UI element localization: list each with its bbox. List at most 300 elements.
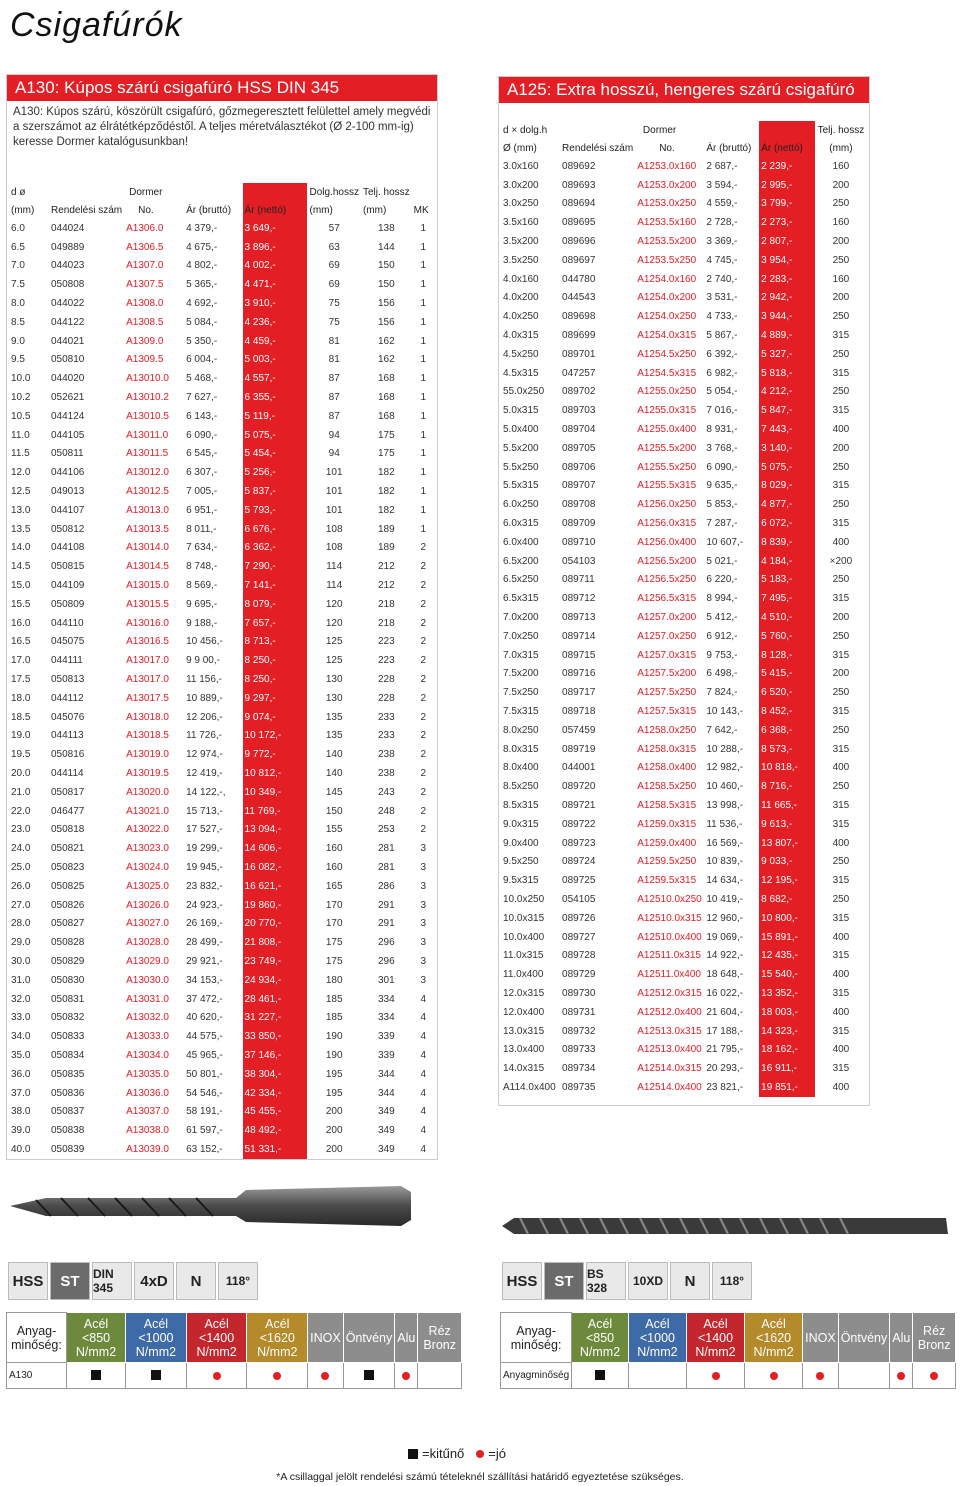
cell-diameter: 14.5 [11,561,31,573]
cell-diameter: 6.5 [11,241,25,253]
cell-product-no: A13014.0 [126,542,169,554]
cell-total-length: 250 [832,781,850,793]
table-row [9,1121,435,1140]
cell-flute-length: 145 [325,786,343,798]
cell-diameter: 25.0 [11,861,31,873]
cell-order-number: 089698 [562,311,596,323]
cell-product-no: A1307.0 [126,260,164,272]
cell-diameter: 13.5 [11,523,31,535]
cell-total-length: 291 [377,899,395,911]
table-row [501,552,867,571]
cell-diameter: 7.0 [11,260,25,272]
cell-mk: 2 [420,692,427,704]
table-row [9,1102,435,1121]
cell-diameter: 10.0 [11,373,31,385]
cell-total-length: ×200 [829,555,853,567]
cell-price-gross: 50 801,- [186,1068,223,1080]
table-row [501,1003,867,1022]
cell-price-net: 8 713,- [243,633,308,652]
cell-price-net: 2 995,- [759,176,815,195]
cell-order-number: 089708 [562,499,596,511]
table-row [501,1022,867,1041]
cell-product-no: A13015.0 [126,580,169,592]
cell-price-net: 12 435,- [759,946,815,965]
cell-price-gross: 4 733,- [706,311,738,323]
cell-order-number: 049889 [50,241,85,253]
cell-order-number: 045076 [50,711,85,723]
cell-order-number: 089697 [562,254,596,266]
table-row [9,219,435,238]
cell-total-length: 228 [377,674,395,686]
table-row [9,858,435,877]
cell-price-gross: 6 090,- [186,429,218,441]
cell-mk: 3 [420,955,427,967]
cell-price-gross: 5 412,- [706,612,738,624]
cell-price-net: 7 141,- [243,576,308,595]
col-mm2: (mm) [309,204,333,216]
cell-order-number: 089696 [562,236,596,248]
cell-price-gross: 10 607,- [706,536,744,548]
cell-total-length: 200 [832,292,850,304]
cell-total-length: 286 [377,880,395,892]
cell-order-number: 050833 [50,1031,85,1043]
table-row [9,745,435,764]
cell-diameter: 40.0 [11,1143,31,1155]
table-row [501,289,867,308]
table-row [501,232,867,251]
cell-total-length: 144 [377,241,395,253]
table-row [9,802,435,821]
cell-total-length: 250 [832,254,850,266]
material-mark-row [7,1363,462,1389]
cell-price-gross: 8 931,- [706,424,738,436]
cell-flute-length: 170 [325,899,343,911]
table-row [501,495,867,514]
table-row [501,1078,867,1097]
cell-total-length: 200 [832,612,850,624]
table-row [9,1008,435,1027]
cell-product-no: A1256.5x315 [637,593,697,605]
cell-total-length: 212 [377,561,395,573]
cell-price-net: 2 273,- [759,213,815,232]
cell-price-net: 14 606,- [243,839,308,858]
material-col: Réz Bronz [418,1313,462,1363]
cell-size: 8.5x250 [503,781,539,793]
cell-flute-length: 57 [328,222,340,234]
cell-price-gross: 12 960,- [706,912,744,924]
cell-price-gross: 6 143,- [186,410,218,422]
cell-mk: 2 [420,805,427,817]
cell-order-number: 089716 [562,668,596,680]
cell-product-no: A12511.0x315 [637,950,701,962]
cell-total-length: 238 [377,768,395,779]
cell-product-no: A12511.0x400 [637,969,701,981]
cell-price-net: 16 621,- [243,877,308,896]
cell-order-number: 049013 [50,486,85,498]
cell-total-length: 150 [377,260,395,272]
cell-diameter: 23.0 [11,824,31,836]
cell-order-number: 054105 [562,893,596,905]
cell-price-gross: 12 982,- [706,762,744,774]
cell-diameter: 20.0 [11,768,31,779]
table-row [9,482,435,501]
cell-price-net: 48 492,- [243,1121,308,1140]
cell-order-number: 089724 [562,856,596,868]
col-mm3: (mm) [362,204,387,216]
cell-price-gross: 9 695,- [186,598,218,610]
cell-total-length: 250 [832,687,850,699]
cell-price-net: 6 355,- [243,388,308,407]
cell-mk: 4 [420,1087,427,1099]
cell-price-gross: 16 569,- [706,837,744,849]
cell-price-gross: 3 531,- [706,292,738,304]
cell-total-length: 281 [377,861,395,873]
cell-price-net: 11 769,- [243,802,308,821]
table-row [501,627,867,646]
cell-price-gross: 10 143,- [706,706,744,717]
material-col: Öntvény [343,1313,395,1363]
cell-price-net: 42 334,- [243,1084,308,1103]
cell-product-no: A1256.5x200 [637,555,697,567]
cell-order-number: 050827 [50,918,85,930]
cell-order-number: 044110 [50,617,84,629]
cell-price-net: 4 510,- [759,608,815,627]
cell-order-number: 089701 [562,348,596,360]
cell-price-gross: 9 188,- [186,617,218,629]
cell-mk: 4 [420,1049,427,1061]
cell-mk: 3 [420,974,427,986]
cell-price-gross: 10 288,- [706,743,744,755]
cell-order-number: 050813 [50,674,85,686]
table-row [501,984,867,1003]
table-row [9,1027,435,1046]
cell-price-gross: 7 634,- [186,542,218,554]
cell-total-length: 296 [377,955,395,967]
a125-col-telj: Telj. hossz [817,124,865,136]
cell-order-number: 044113 [50,730,84,742]
cell-product-no: A12510.0x315 [637,912,702,924]
cell-mk: 4 [420,1125,427,1137]
cell-price-gross: 37 472,- [186,993,223,1005]
cell-price-gross: 13 998,- [706,799,744,811]
cell-price-net: 16 082,- [243,858,308,877]
material-col: Acél <1400 N/mm2 [186,1313,247,1363]
cell-product-no: A1253.0x250 [637,198,697,210]
cell-price-gross: 17 527,- [186,824,223,836]
a125-col-dormer: Dormer [642,124,677,136]
cell-price-gross: 11 536,- [706,818,743,830]
cell-order-number: 045075 [50,636,85,648]
cell-order-number: 089692 [562,160,596,172]
a125-col-no: No. [659,142,675,154]
material-col: Réz Bronz [913,1313,956,1363]
cell-flute-length: 200 [325,1143,343,1155]
cell-price-gross: 19 069,- [706,931,744,943]
cell-price-net: 2 807,- [759,232,815,251]
cell-price-net: 3 910,- [243,294,308,313]
cell-mk: 1 [420,316,427,328]
cell-product-no: A13039.0 [126,1143,169,1155]
cell-mk: 1 [420,448,427,460]
cell-price-gross: 21 604,- [706,1006,744,1018]
cell-total-length: 223 [377,636,395,648]
cell-total-length: 233 [377,711,395,723]
a125-material-table [500,1312,956,1389]
a125-col-d: d × dolg.h [503,124,548,136]
cell-total-length: 248 [377,805,395,817]
cell-mk: 4 [420,1143,427,1155]
table-row [9,783,435,802]
col-d: d ø [11,186,26,198]
cell-product-no: A1256.0x250 [637,499,697,511]
cell-total-length: 250 [832,574,850,586]
cell-diameter: 16.0 [11,617,31,629]
cell-price-gross: 9 635,- [706,480,738,492]
cell-product-no: A1258.0x400 [637,762,697,774]
cell-diameter: 19.0 [11,730,31,742]
cell-product-no: A13025.0 [126,880,169,892]
cell-diameter: 30.0 [11,955,31,967]
cell-size: 7.5x315 [503,706,539,717]
cell-size: 6.0x315 [503,518,539,530]
cell-mk: 2 [420,730,427,742]
cell-order-number: 089711 [562,574,595,586]
cell-price-net: 5 760,- [759,627,815,646]
cell-price-net: 18 162,- [759,1040,815,1059]
cell-price-gross: 14 122,-, [186,786,226,798]
table-row [501,589,867,608]
cell-total-length: 182 [377,467,395,479]
cell-size: 4.0x250 [503,311,539,323]
cell-price-net: 33 850,- [243,1027,308,1046]
cell-price-gross: 5 021,- [706,555,738,567]
cell-price-net: 23 749,- [243,952,308,971]
cell-flute-length: 130 [325,692,343,704]
cell-order-number: 044105 [50,429,85,441]
cell-total-length: 160 [832,273,850,285]
cell-size: 3.5x250 [503,254,539,266]
cell-order-number: 089733 [562,1044,596,1056]
cell-product-no: A13017.0 [126,655,169,667]
cell-mk: 4 [420,993,427,1005]
cell-size: 4.5x315 [503,367,539,379]
cell-price-gross: 12 419,- [186,768,223,779]
material-label: Anyag-minőség: [7,1313,67,1363]
col-mm: (mm) [11,204,35,216]
cell-product-no: A1255.0x250 [637,386,697,398]
cell-flute-length: 190 [325,1049,343,1061]
material-mark-cell [186,1363,247,1389]
cell-price-gross: 6 545,- [186,448,218,460]
feature-icon-bs328: BS 328 [586,1262,626,1300]
cell-flute-length: 125 [325,636,343,648]
legend-dot-icon [476,1450,484,1458]
cell-diameter: 10.5 [11,410,31,422]
table-row [9,708,435,727]
cell-product-no: A12514.0x315 [637,1063,702,1075]
cell-price-gross: 7 824,- [706,687,738,699]
cell-total-length: 138 [377,222,395,234]
cell-diameter: 32.0 [11,993,31,1005]
material-col: Öntvény [838,1313,890,1363]
cell-price-net: 4 212,- [759,383,815,402]
material-col: INOX [803,1313,839,1363]
a130-feature-icons [8,1262,258,1300]
cell-price-gross: 8 011,- [186,523,217,535]
cell-product-no: A1255.5x315 [637,480,697,492]
cell-size: 5.0x400 [503,424,539,436]
cell-price-net: 15 540,- [759,965,815,984]
cell-product-no: A1253.5x160 [637,217,697,229]
table-row [9,839,435,858]
cell-price-gross: 4 559,- [706,198,738,210]
a125-col-rendelesi: Rendelési szám [562,142,634,154]
cell-mk: 2 [420,655,427,667]
cell-price-gross: 8 569,- [186,580,218,592]
cell-mk: 2 [420,561,427,573]
cell-total-length: 250 [832,386,850,398]
cell-order-number: 089718 [562,706,596,717]
cell-price-gross: 7 642,- [706,724,738,736]
cell-product-no: A13037.0 [126,1106,169,1118]
table-row [501,646,867,665]
footnote: *A csillaggal jelölt rendelési számú tételeknél szállítási határidő egyeztetése szükséges. [276,1471,684,1483]
cell-price-net: 5 119,- [243,407,308,426]
cell-total-length: 182 [377,486,395,498]
table-row [501,740,867,759]
cell-total-length: 400 [832,931,850,943]
cell-diameter: 18.5 [11,711,31,723]
table-row [9,670,435,689]
cell-size: 9.0x400 [503,837,539,849]
cell-mk: 3 [420,937,427,949]
cell-price-gross: 10 456,- [186,636,223,648]
table-row [9,501,435,520]
excellent-square-icon [151,1370,161,1380]
cell-flute-length: 180 [325,974,343,986]
cell-order-number: 044021 [50,335,85,347]
cell-order-number: 044108 [50,542,85,554]
table-row [9,1084,435,1103]
cell-price-net: 10 349,- [243,783,308,802]
cell-price-net: 51 331,- [243,1140,308,1159]
table-row [9,257,435,276]
a130-description: A130: Kúpos szárú, köszörült csigafúró, gőzmegeresztett felülettel amely megvédi a szerszámot az élrátétképződéstől. A teljes méretválasztékot (Ø 2-100 mm-ig) keresse Dormer katalógusunkban! [13,106,431,148]
cell-price-gross: 6 004,- [186,354,218,366]
cell-price-net: 45 455,- [243,1102,308,1121]
cell-order-number: 089715 [562,649,596,661]
cell-product-no: A13016.5 [126,636,169,648]
cell-product-no: A13010.2 [126,392,169,404]
cell-diameter: 15.5 [11,598,31,610]
cell-price-net: 13 352,- [759,984,815,1003]
table-row [501,383,867,402]
cell-price-gross: 14 922,- [706,950,744,962]
cell-product-no: A1257.0x250 [637,630,697,642]
cell-price-net: 37 146,- [243,1046,308,1065]
table-row [9,1046,435,1065]
feature-icon-n: N [670,1262,710,1300]
cell-price-gross: 2 728,- [706,217,738,229]
cell-product-no: A1254.0x250 [637,311,697,323]
cell-mk: 2 [420,711,427,723]
table-row [9,1140,435,1159]
cell-total-length: 175 [377,429,395,441]
cell-price-gross: 6 912,- [706,630,738,642]
cell-flute-length: 160 [325,843,343,855]
cell-order-number: 044024 [50,222,85,234]
table-row [501,777,867,796]
cell-order-number: 050815 [50,561,85,573]
cell-order-number: 044023 [50,260,85,272]
cell-price-gross: 7 016,- [706,405,738,417]
cell-product-no: A13010.5 [126,410,169,422]
cell-price-gross: 5 054,- [706,386,738,398]
cell-price-gross: 10 889,- [186,692,223,704]
cell-mk: 1 [420,298,427,310]
cell-total-length: 218 [377,598,395,610]
cell-flute-length: 101 [325,486,343,498]
table-row [9,971,435,990]
table-row [9,614,435,633]
cell-product-no: A13013.5 [126,523,169,535]
table-row [9,294,435,313]
cell-order-number: 089719 [562,743,596,755]
material-col: Acél <850 N/mm2 [67,1313,126,1363]
table-row [501,909,867,928]
cell-flute-length: 190 [325,1031,343,1043]
cell-price-net: 5 256,- [243,463,308,482]
cell-product-no: A13012.5 [126,486,169,498]
table-row [9,896,435,915]
table-row [501,477,867,496]
material-col: Acél <850 N/mm2 [572,1313,629,1363]
cell-product-no: A13023.0 [126,843,169,855]
feature-icon-din345: DIN 345 [92,1262,132,1300]
cell-price-gross: 63 152,- [186,1143,223,1155]
cell-product-no: A1309.5 [126,354,164,366]
material-mark-cell [745,1363,803,1389]
cell-price-net: 20 770,- [243,914,308,933]
cell-order-number: 050829 [50,955,85,967]
material-header-row [7,1313,462,1363]
table-row [9,576,435,595]
cell-product-no: A1253.5x250 [637,254,697,266]
cell-price-net: 2 942,- [759,289,815,308]
cell-order-number: 089694 [562,198,596,210]
cell-price-gross: 6 090,- [706,461,738,473]
material-mark-cell [838,1363,890,1389]
cell-flute-length: 140 [325,768,343,779]
cell-price-net: 8 573,- [759,740,815,759]
cell-price-net: 8 452,- [759,702,815,721]
table-row [501,890,867,909]
cell-total-length: 400 [832,1044,850,1056]
cell-mk: 1 [420,467,427,479]
cell-order-number: 050817 [50,786,85,798]
material-mark-row [501,1363,956,1389]
col-rendelesi: Rendelési szám [50,204,123,216]
cell-price-gross: 40 620,- [186,1012,223,1024]
table-row [9,313,435,332]
cell-total-length: 291 [377,918,395,930]
cell-product-no: A1253.0x200 [637,179,697,191]
col-empty [412,183,435,201]
long-straight-drill-image [500,1208,950,1244]
a125-col-red-top [759,121,815,139]
table-row [9,933,435,952]
cell-diameter: 27.0 [11,899,31,911]
